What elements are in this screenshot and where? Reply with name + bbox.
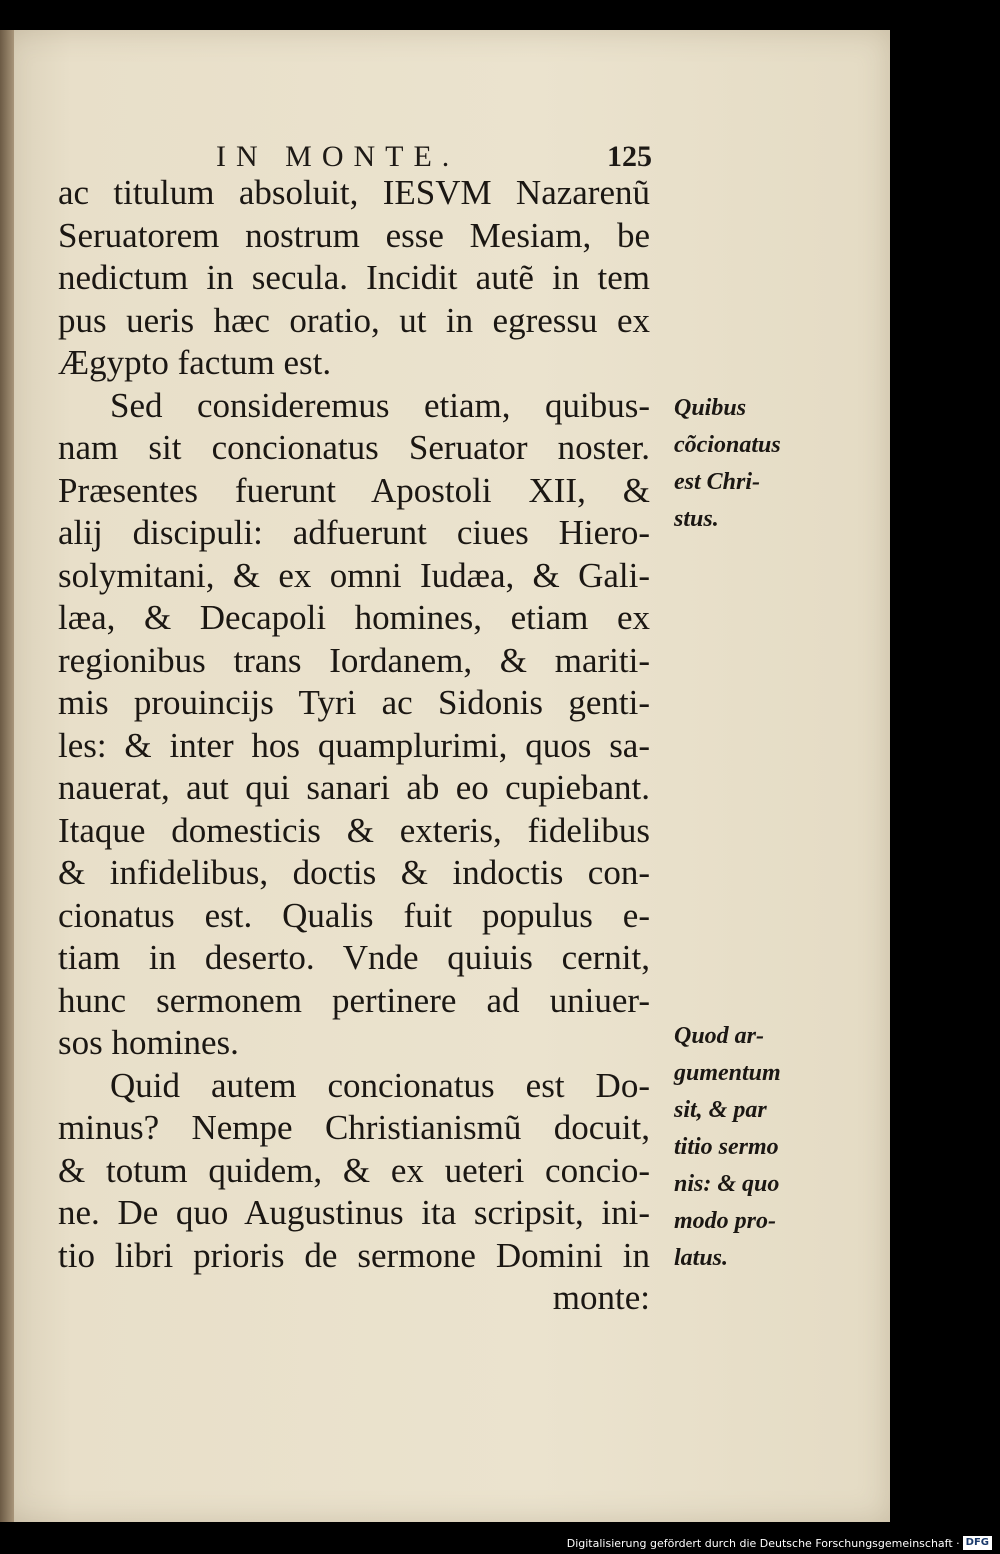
page-number: 125 [607, 140, 652, 173]
marginal-note-line: titio sermo [674, 1134, 779, 1160]
text-line: Quid autem concionatus est Do- [110, 1065, 650, 1105]
text-line: pus ueris hæc oratio, ut in egressu ex [58, 300, 650, 340]
marginal-note-line: Quod ar- [674, 1023, 765, 1049]
text-line: Itaque domesticis & exteris, fidelibus [58, 810, 650, 850]
text-line: Ægypto factum est. [58, 343, 332, 382]
text-line: les: & inter hos quamplurimi, quos sa- [58, 725, 650, 765]
text-line: nedictum in secula. Incidit autẽ in tem [58, 258, 650, 297]
marginal-note-line: gumentum [674, 1060, 781, 1086]
marginal-note-line: modo pro- [674, 1208, 776, 1234]
text-line: nauerat, aut qui sanari ab eo cupiebant. [58, 768, 650, 807]
credit-text: Digitalisierung gefördert durch die Deutsche Forschungsgemeinschaft · [566, 1536, 960, 1550]
text-line: sos homines. [58, 1023, 239, 1062]
page-binding-edge [0, 30, 14, 1522]
text-line: solymitani, & ex omni Iudæa, & Gali- [58, 555, 650, 595]
marginal-note [674, 390, 814, 538]
body-text [58, 172, 650, 1320]
marginal-note-line: cõcionatus [674, 432, 781, 458]
marginal-note-line: latus. [674, 1245, 729, 1271]
marginal-note-line: Quibus [674, 395, 747, 421]
text-line: alij discipuli: adfuerunt ciues Hiero- [58, 513, 650, 552]
text-line: ac titulum absoluit, IESVM Nazarenũ [58, 173, 650, 212]
dfg-logo-icon[interactable]: DFG [963, 1536, 992, 1550]
text-line: Præsentes fuerunt Apostoli XII, & [58, 470, 650, 510]
text-line: hunc sermonem pertinere ad uniuer- [58, 980, 650, 1020]
text-line: nam sit concionatus Seruator noster. [58, 428, 650, 467]
text-line: monte: [552, 1278, 650, 1317]
text-line: mis prouincijs Tyri ac Sidonis genti- [58, 683, 650, 722]
marginal-note-line: est Chri- [674, 469, 761, 495]
text-line: regionibus trans Iordanem, & mariti- [58, 640, 650, 680]
marginal-note-line: stus. [674, 506, 719, 532]
marginal-note [674, 1018, 814, 1277]
text-line: tio libri prioris de sermone Domini in [58, 1235, 650, 1275]
text-line: tiam in deserto. Vnde quiuis cernit, [58, 938, 650, 977]
text-line: minus? Nempe Christianismũ docuit, [58, 1108, 650, 1147]
marginal-note-line: nis: & quo [674, 1171, 780, 1197]
text-line: cionatus est. Qualis fuit populus e- [58, 895, 650, 935]
running-head-title: IN MONTE. [216, 140, 460, 173]
text-line: læa, & Decapoli homines, etiam ex [58, 598, 650, 637]
text-line: ne. De quo Augustinus ita scripsit, ini- [58, 1193, 650, 1232]
marginal-note-line: sit, & par [674, 1097, 767, 1123]
text-line: & infidelibus, doctis & indoctis con- [58, 853, 650, 892]
text-line: Seruatorem nostrum esse Mesiam, be [58, 215, 650, 255]
text-line: Sed consideremus etiam, quibus- [110, 385, 650, 425]
digitization-credit [567, 1536, 992, 1550]
text-line: & totum quidem, & ex ueteri concio- [58, 1150, 650, 1190]
